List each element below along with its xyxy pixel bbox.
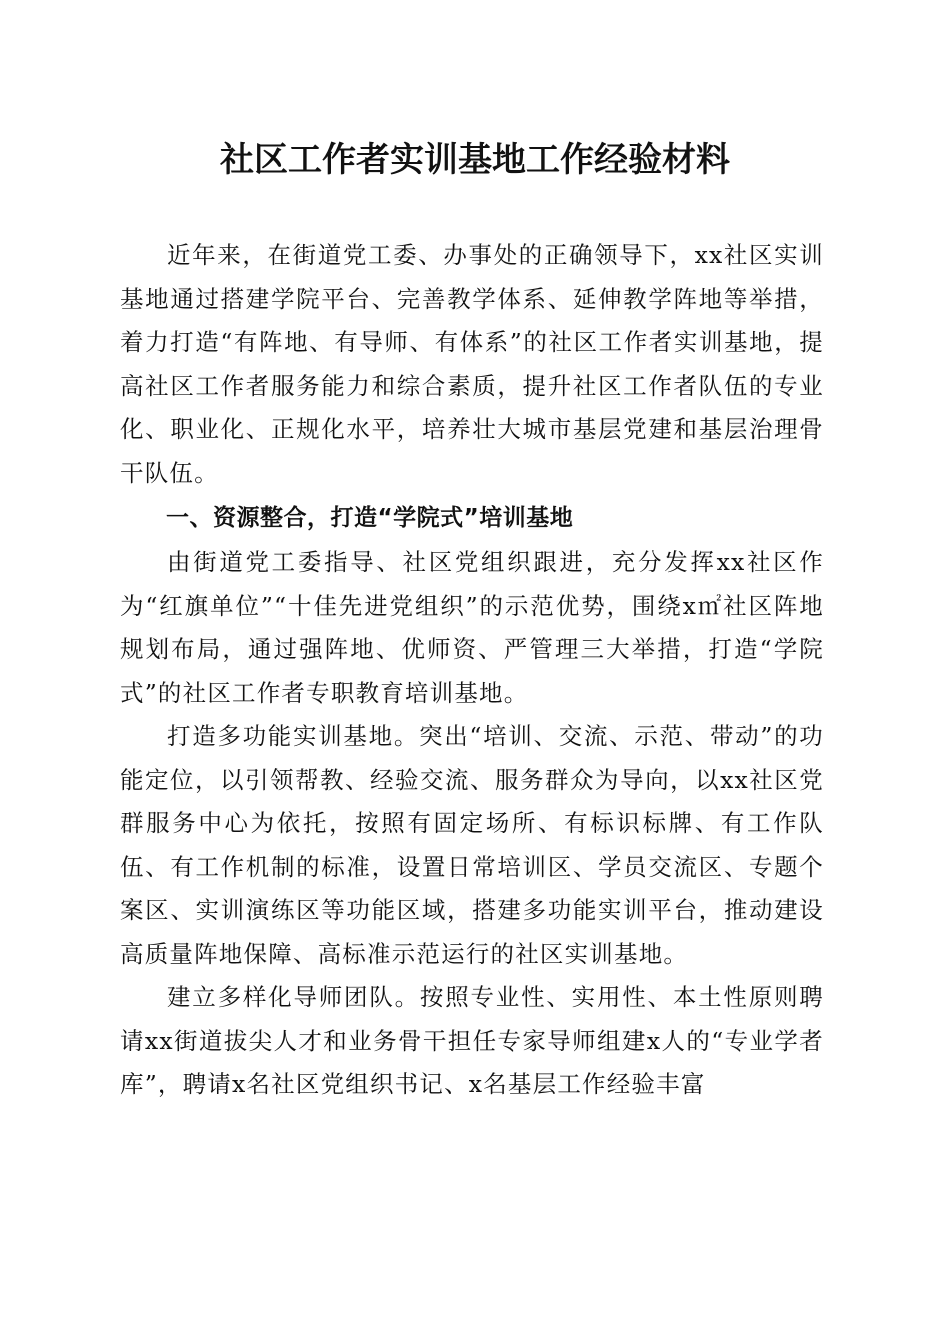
section-1-paragraph-3: 建立多样化导师团队。按照专业性、实用性、本土性原则聘请xx街道拔尖人才和业务骨干担任专家导师组建x人的“专业学者库”，聘请x名社区党组织书记、x名基层工作经验丰富	[120, 983, 824, 1098]
section-1-heading: 一、资源整合，打造“学院式”培训基地	[166, 505, 574, 531]
document-body	[120, 234, 824, 1107]
intro-paragraph: 近年来，在街道党工委、办事处的正确领导下，xx社区实训基地通过搭建学院平台、完善教学体系、延伸教学阵地等举措，着力打造“有阵地、有导师、有体系”的社区工作者实训基地，提高社区工作者服务能力和综合素质，提升社区工作者队伍的专业化、职业化、正规化水平，培养壮大城市基层党建和基层治理骨干队伍。	[120, 241, 824, 487]
document-title: 社区工作者实训基地工作经验材料	[220, 140, 730, 180]
section-1-paragraph-1: 由街道党工委指导、社区党组织跟进，充分发挥xx社区作为“红旗单位”“十佳先进党组织”的示范优势，围绕x㎡社区阵地规划布局，通过强阵地、优师资、严管理三大举措，打造“学院式”的社区工作者专职教育培训基地。	[120, 548, 824, 707]
section-1-paragraph-2: 打造多功能实训基地。突出“培训、交流、示范、带动”的功能定位，以引领帮教、经验交流、服务群众为导向，以xx社区党群服务中心为依托，按照有固定场所、有标识标牌、有工作队伍、有工作机制的标准，设置日常培训区、学员交流区、专题个案区、实训演练区等功能区域，搭建多功能实训平台，推动建设高质量阵地保障、高标准示范运行的社区实训基地。	[120, 722, 824, 968]
